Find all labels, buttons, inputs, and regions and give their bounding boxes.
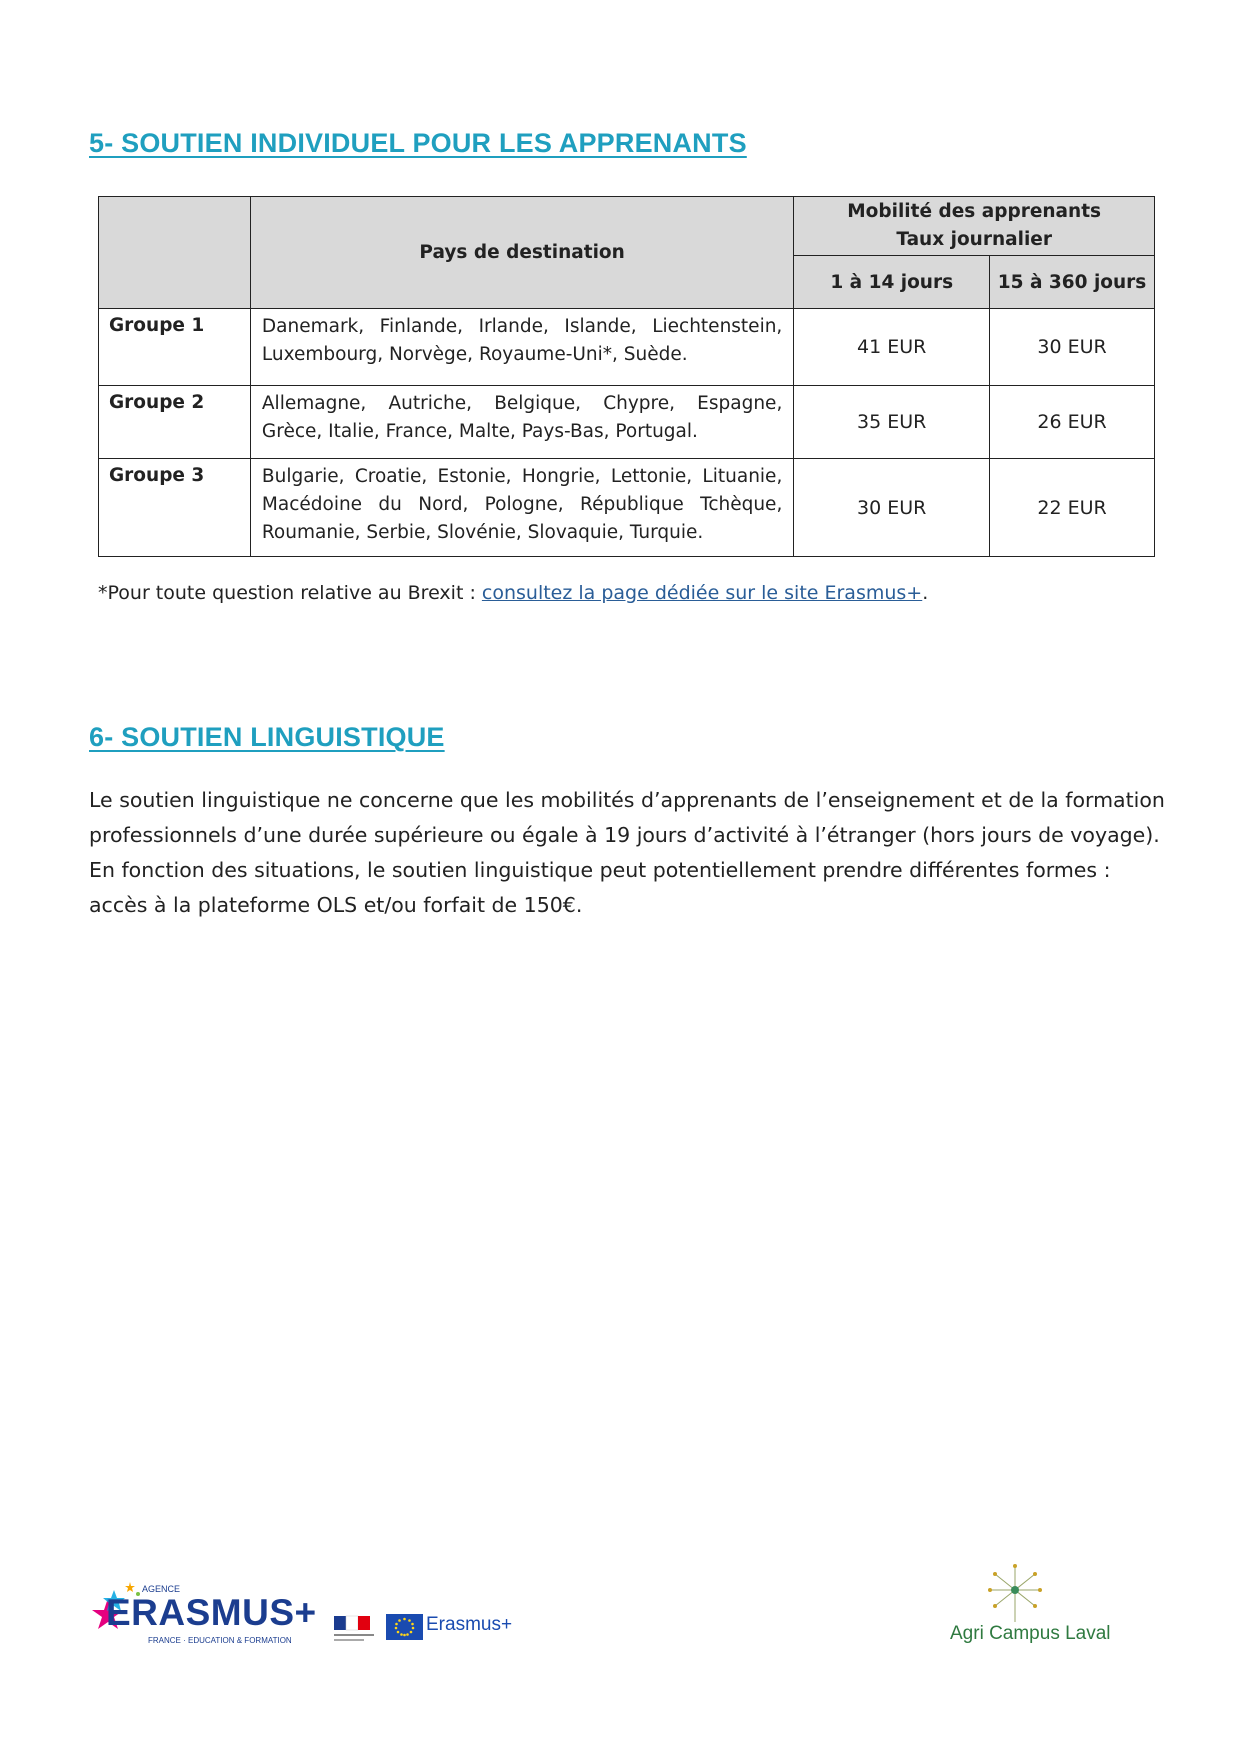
table-row <box>99 386 1155 459</box>
brexit-note <box>98 582 928 604</box>
table-row <box>99 459 1155 557</box>
table-row <box>99 309 1155 386</box>
erasmus-agency-logo <box>96 1578 326 1652</box>
section-6-title: 6- SOUTIEN LINGUISTIQUE <box>89 722 445 752</box>
agence-label: AGENCE <box>142 1584 181 1594</box>
agri-campus-name: Agri Campus Laval <box>950 1623 1111 1644</box>
rate-long: 30 EUR <box>990 309 1155 386</box>
brexit-note-end: . <box>922 582 929 604</box>
group-label: Groupe 3 <box>99 459 251 557</box>
header-mobility <box>794 197 1155 256</box>
country-list: Danemark, Finlande, Irlande, Islande, Liechtenstein, Luxembourg, Norvège, Royaume-Uni*, Suède. <box>250 309 793 386</box>
rate-short: 30 EUR <box>794 459 990 557</box>
rate-long: 26 EUR <box>990 386 1155 459</box>
linguistic-support-paragraph: Le soutien linguistique ne concerne que les mobilités d’apprenants de l’enseignement et de la formation professionnels d’une durée supérieure ou égale à 19 jours d’activité à l’étranger (hors jours de voyage). En fonction des situations, le soutien linguistique peut potentiellement prendre différentes formes : accès à la plateforme OLS et/ou forfait de 150€. <box>89 788 1165 917</box>
eu-erasmus-label: Erasmus+ <box>426 1614 513 1635</box>
table-header-row <box>99 197 1155 256</box>
group-label: Groupe 2 <box>99 386 251 459</box>
header-short-duration: 1 à 14 jours <box>794 256 990 309</box>
header-mobility-label: Mobilité des apprenants <box>847 201 1102 222</box>
republique-francaise-icon <box>332 1614 376 1646</box>
erasmus-wordmark: ERASMUS+ <box>106 1592 317 1633</box>
country-list: Allemagne, Autriche, Belgique, Chypre, Espagne, Grèce, Italie, France, Malte, Pays-Bas, Portugal. <box>250 386 793 459</box>
section-5-title: 5- SOUTIEN INDIVIDUEL POUR LES APPRENANTS <box>89 128 747 158</box>
rate-short: 41 EUR <box>794 309 990 386</box>
funding-table <box>98 196 1155 557</box>
eu-flag-icon <box>386 1614 423 1640</box>
country-list: Bulgarie, Croatie, Estonie, Hongrie, Lettonie, Lituanie, Macédoine du Nord, Pologne, République Tchèque, Roumanie, Serbie, Slovénie, Slovaquie, Turquie. <box>250 459 793 557</box>
brexit-note-text: *Pour toute question relative au Brexit : <box>98 582 482 604</box>
agri-campus-logo <box>940 1560 1090 1675</box>
header-long-duration: 15 à 360 jours <box>990 256 1155 309</box>
dandelion-logo-icon <box>980 1560 1050 1625</box>
rate-short: 35 EUR <box>794 386 990 459</box>
erasmus-subtitle: FRANCE · EDUCATION & FORMATION <box>148 1636 292 1645</box>
group-label: Groupe 1 <box>99 309 251 386</box>
rate-long: 22 EUR <box>990 459 1155 557</box>
header-country: Pays de destination <box>250 197 793 309</box>
header-rate-label: Taux journalier <box>896 229 1052 250</box>
erasmus-brexit-link[interactable]: consultez la page dédiée sur le site Erasmus+ <box>481 582 923 604</box>
eu-stars-icon <box>386 1614 423 1640</box>
header-group-cell <box>99 197 251 309</box>
